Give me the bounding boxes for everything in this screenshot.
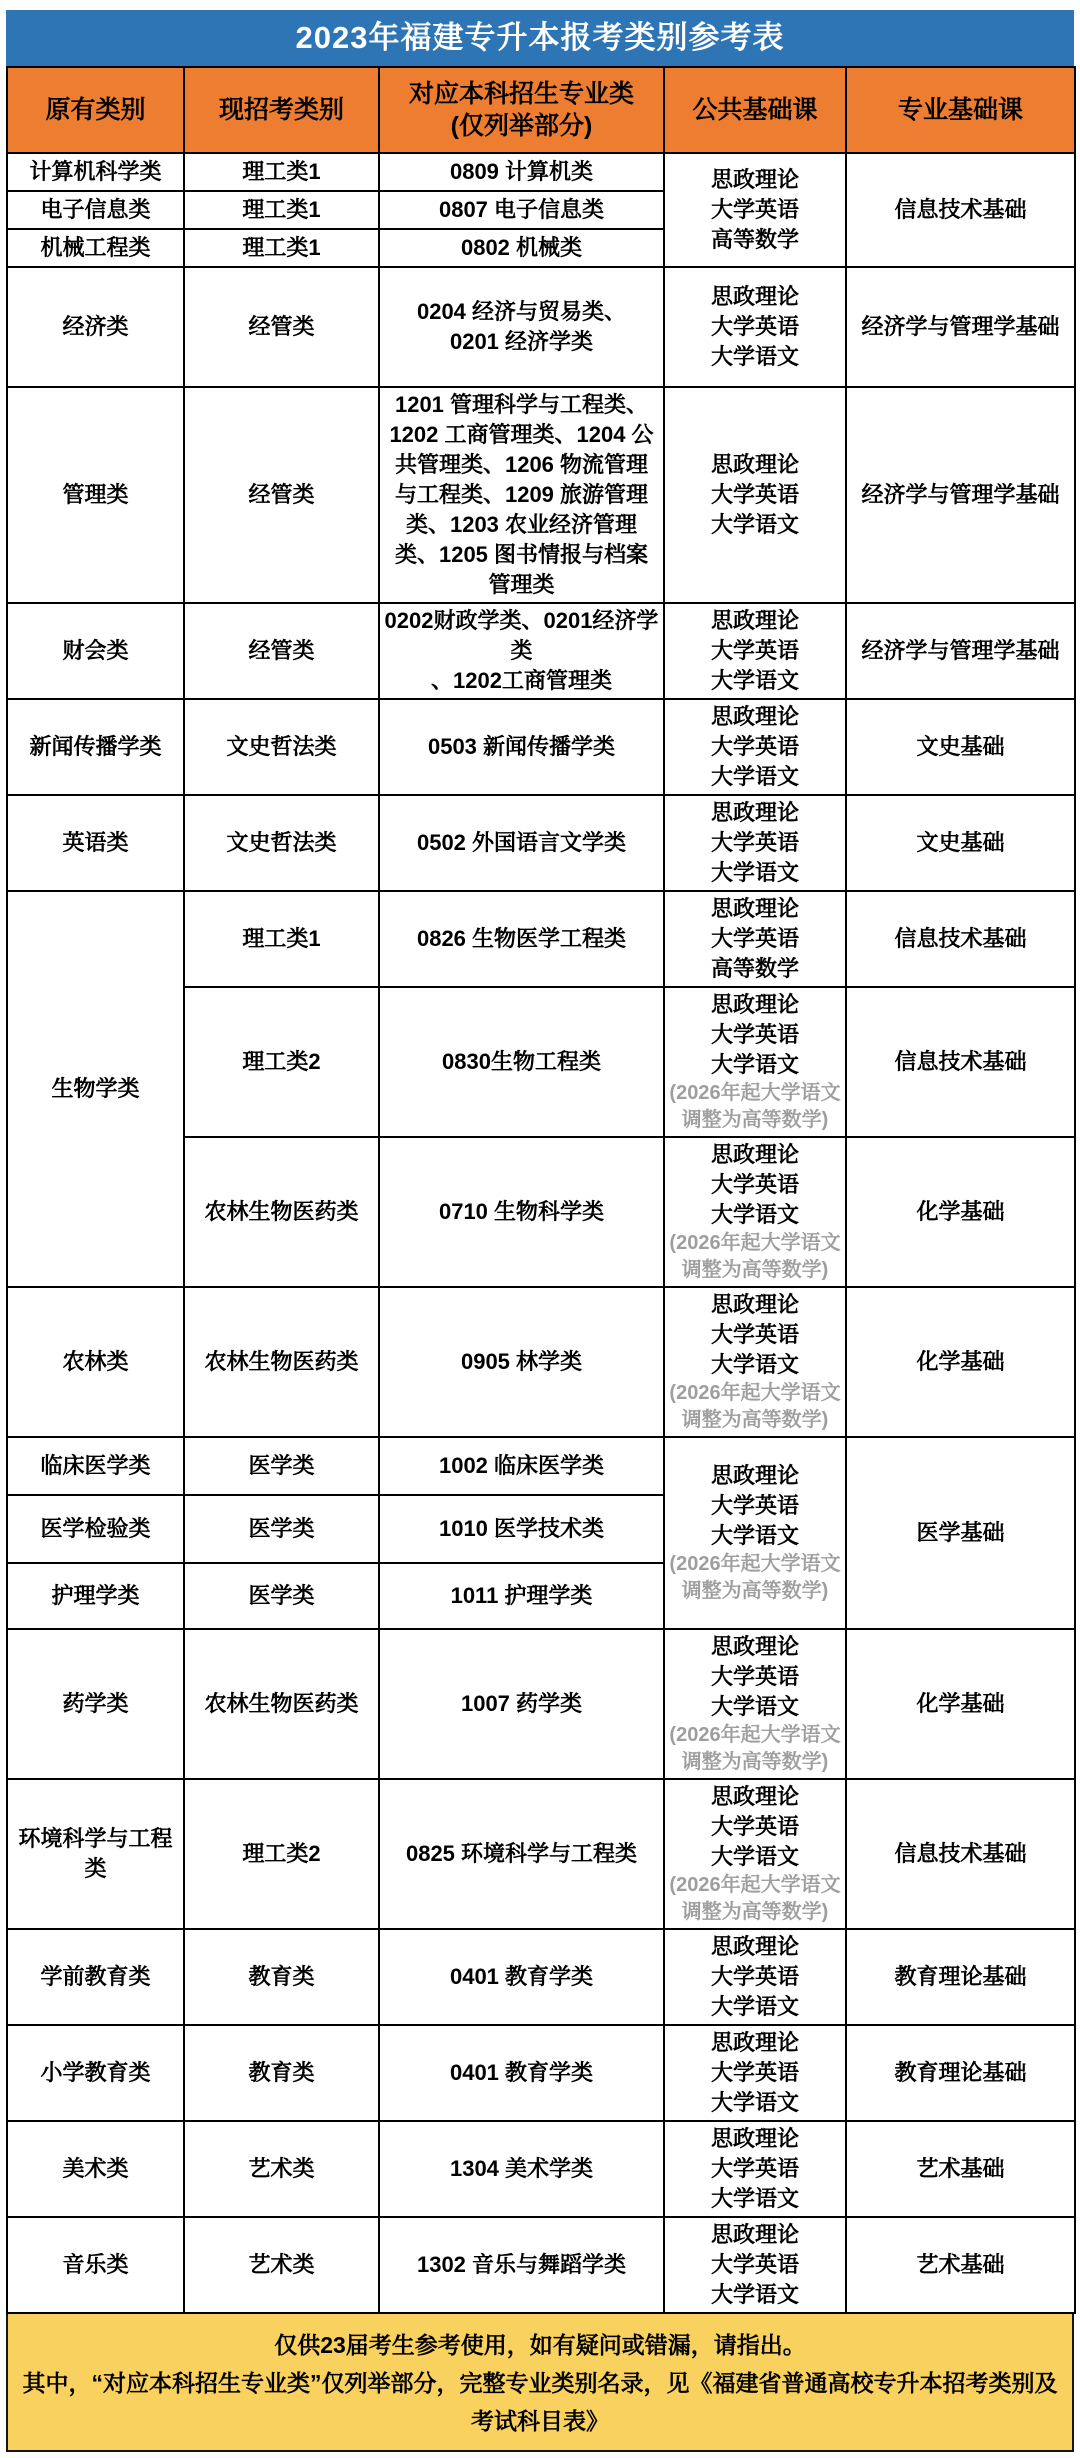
original-category-cell: 英语类 xyxy=(7,795,184,891)
original-category-cell: 环境科学与工程类 xyxy=(7,1779,184,1929)
majors-cell: 0503 新闻传播学类 xyxy=(379,699,664,795)
course-line: 大学英语 xyxy=(710,2156,799,2181)
current-category-cell: 医学类 xyxy=(184,1437,379,1495)
course-line: 思政理论 xyxy=(710,1784,799,1809)
table-row xyxy=(7,1629,1075,1779)
course-line: 思政理论 xyxy=(710,284,799,309)
header-current-category: 现招考类别 xyxy=(184,67,379,153)
professional-course-cell: 化学基础 xyxy=(846,1137,1075,1287)
course-change-note: (2026年起大学语文 xyxy=(669,1232,841,1254)
table-row xyxy=(7,1929,1075,2025)
majors-cell: 1302 音乐与舞蹈学类 xyxy=(379,2217,664,2313)
footer-line1: 仅供23届考生参考使用，如有疑问或错漏，请指出。 xyxy=(274,2332,806,2358)
original-category-cell: 财会类 xyxy=(7,603,184,699)
course-change-note: 调整为高等数学) xyxy=(681,1580,829,1602)
original-category-cell: 新闻传播学类 xyxy=(7,699,184,795)
professional-course-cell: 经济学与管理学基础 xyxy=(846,387,1075,603)
course-line: 大学英语 xyxy=(710,926,799,951)
public-courses-cell xyxy=(664,387,846,603)
table-row xyxy=(7,2217,1075,2313)
course-change-note: (2026年起大学语文 xyxy=(669,1382,841,1404)
professional-course-cell: 化学基础 xyxy=(846,1629,1075,1779)
public-courses-cell xyxy=(664,153,846,267)
public-courses-cell xyxy=(664,1629,846,1779)
footer-note xyxy=(6,2314,1074,2452)
professional-course-cell: 教育理论基础 xyxy=(846,1929,1075,2025)
public-courses-cell xyxy=(664,1779,846,1929)
current-category-cell: 艺术类 xyxy=(184,2121,379,2217)
course-line: 大学语文 xyxy=(710,1052,799,1077)
course-change-note: (2026年起大学语文 xyxy=(669,1082,841,1104)
majors-cell: 0401 教育学类 xyxy=(379,1929,664,2025)
table-row xyxy=(7,1779,1075,1929)
majors-cell xyxy=(379,603,664,699)
header-majors-line1: 对应本科招生专业类 xyxy=(408,80,634,108)
course-line: 思政理论 xyxy=(710,167,799,192)
public-courses-cell xyxy=(664,1929,846,2025)
course-line: 大学语文 xyxy=(710,2282,799,2307)
majors-cell: 1011 护理学类 xyxy=(379,1563,664,1629)
majors-line: 0204 经济与贸易类、 xyxy=(416,299,627,324)
professional-course-cell: 化学基础 xyxy=(846,1287,1075,1437)
course-line: 思政理论 xyxy=(710,704,799,729)
course-change-note: 调整为高等数学) xyxy=(681,1751,829,1773)
majors-cell: 0826 生物医学工程类 xyxy=(379,891,664,987)
majors-cell: 0830生物工程类 xyxy=(379,987,664,1137)
majors-cell: 0825 环境科学与工程类 xyxy=(379,1779,664,1929)
course-line: 大学语文 xyxy=(710,1202,799,1227)
original-category-cell: 医学检验类 xyxy=(7,1495,184,1563)
course-line: 大学英语 xyxy=(710,1022,799,1047)
page-title: 2023年福建专升本报考类别参考表 xyxy=(6,10,1074,66)
professional-course-cell: 经济学与管理学基础 xyxy=(846,267,1075,387)
course-line: 大学语文 xyxy=(710,668,799,693)
current-category-cell: 艺术类 xyxy=(184,2217,379,2313)
course-line: 大学语文 xyxy=(710,1523,799,1548)
current-category-cell: 经管类 xyxy=(184,603,379,699)
current-category-cell: 理工类1 xyxy=(184,229,379,267)
professional-course-cell: 艺术基础 xyxy=(846,2121,1075,2217)
course-line: 大学英语 xyxy=(710,1964,799,1989)
header-row xyxy=(7,67,1075,153)
public-courses-cell xyxy=(664,891,846,987)
table-row xyxy=(7,2121,1075,2217)
professional-course-cell: 教育理论基础 xyxy=(846,2025,1075,2121)
current-category-cell: 农林生物医药类 xyxy=(184,1629,379,1779)
majors-cell: 0401 教育学类 xyxy=(379,2025,664,2121)
majors-cell: 1007 药学类 xyxy=(379,1629,664,1779)
course-line: 思政理论 xyxy=(710,1934,799,1959)
table-row xyxy=(7,387,1075,603)
public-courses-cell xyxy=(664,699,846,795)
majors-cell: 0807 电子信息类 xyxy=(379,191,664,229)
course-change-note: (2026年起大学语文 xyxy=(669,1553,841,1575)
course-change-note: 调整为高等数学) xyxy=(681,1109,829,1131)
table-row xyxy=(7,267,1075,387)
table-row xyxy=(7,795,1075,891)
current-category-cell: 文史哲法类 xyxy=(184,699,379,795)
header-original-category: 原有类别 xyxy=(7,67,184,153)
table-row xyxy=(7,153,1075,191)
current-category-cell: 理工类1 xyxy=(184,891,379,987)
original-category-cell: 临床医学类 xyxy=(7,1437,184,1495)
original-category-cell: 经济类 xyxy=(7,267,184,387)
course-line: 大学英语 xyxy=(710,482,799,507)
course-line: 思政理论 xyxy=(710,608,799,633)
course-line: 高等数学 xyxy=(710,956,799,981)
course-line: 大学语文 xyxy=(710,1694,799,1719)
professional-course-cell: 医学基础 xyxy=(846,1437,1075,1629)
original-category-cell: 电子信息类 xyxy=(7,191,184,229)
public-courses-cell xyxy=(664,2121,846,2217)
category-table xyxy=(6,66,1076,2314)
current-category-cell: 理工类2 xyxy=(184,1779,379,1929)
original-category-cell: 学前教育类 xyxy=(7,1929,184,2025)
course-line: 大学语文 xyxy=(710,764,799,789)
course-line: 大学语文 xyxy=(710,1994,799,2019)
professional-course-cell: 文史基础 xyxy=(846,795,1075,891)
original-category-cell: 管理类 xyxy=(7,387,184,603)
current-category-cell: 理工类1 xyxy=(184,153,379,191)
table-row xyxy=(7,699,1075,795)
course-line: 大学语文 xyxy=(710,344,799,369)
table-row xyxy=(7,2025,1075,2121)
course-change-note: (2026年起大学语文 xyxy=(669,1724,841,1746)
course-line: 高等数学 xyxy=(710,227,799,252)
course-line: 思政理论 xyxy=(710,1292,799,1317)
table-row xyxy=(7,1437,1075,1495)
course-line: 大学语文 xyxy=(710,860,799,885)
current-category-cell: 经管类 xyxy=(184,387,379,603)
public-courses-cell xyxy=(664,1287,846,1437)
majors-line: 0201 经济学类 xyxy=(449,329,594,354)
public-courses-cell xyxy=(664,795,846,891)
public-courses-cell xyxy=(664,2025,846,2121)
course-line: 大学英语 xyxy=(710,638,799,663)
current-category-cell: 医学类 xyxy=(184,1495,379,1563)
table-row xyxy=(7,891,1075,987)
table-row xyxy=(7,603,1075,699)
course-line: 思政理论 xyxy=(710,1634,799,1659)
course-line: 大学英语 xyxy=(710,314,799,339)
course-line: 大学语文 xyxy=(710,512,799,537)
course-line: 大学语文 xyxy=(710,1352,799,1377)
original-category-cell: 药学类 xyxy=(7,1629,184,1779)
course-line: 思政理论 xyxy=(710,2030,799,2055)
current-category-cell: 理工类1 xyxy=(184,191,379,229)
professional-course-cell: 信息技术基础 xyxy=(846,891,1075,987)
course-line: 大学语文 xyxy=(710,1844,799,1869)
majors-cell: 1002 临床医学类 xyxy=(379,1437,664,1495)
majors-cell xyxy=(379,267,664,387)
majors-cell: 1304 美术学类 xyxy=(379,2121,664,2217)
public-courses-cell xyxy=(664,267,846,387)
current-category-cell: 农林生物医药类 xyxy=(184,1137,379,1287)
majors-cell: 1010 医学技术类 xyxy=(379,1495,664,1563)
public-courses-cell xyxy=(664,2217,846,2313)
course-line: 思政理论 xyxy=(710,452,799,477)
course-change-note: 调整为高等数学) xyxy=(681,1409,829,1431)
professional-course-cell: 经济学与管理学基础 xyxy=(846,603,1075,699)
public-courses-cell xyxy=(664,1437,846,1629)
course-line: 大学英语 xyxy=(710,1814,799,1839)
course-line: 大学英语 xyxy=(710,830,799,855)
header-majors xyxy=(379,67,664,153)
current-category-cell: 医学类 xyxy=(184,1563,379,1629)
current-category-cell: 农林生物医药类 xyxy=(184,1287,379,1437)
course-line: 大学语文 xyxy=(710,2186,799,2211)
course-change-note: 调整为高等数学) xyxy=(681,1901,829,1923)
course-line: 大学英语 xyxy=(710,734,799,759)
table-row xyxy=(7,1287,1075,1437)
header-majors-line2: (仅列举部分) xyxy=(450,112,593,140)
course-line: 思政理论 xyxy=(710,800,799,825)
current-category-cell: 教育类 xyxy=(184,2025,379,2121)
header-public-courses: 公共基础课 xyxy=(664,67,846,153)
original-category-cell: 生物学类 xyxy=(7,891,184,1287)
course-line: 大学英语 xyxy=(710,2060,799,2085)
course-line: 思政理论 xyxy=(710,896,799,921)
current-category-cell: 文史哲法类 xyxy=(184,795,379,891)
course-line: 大学语文 xyxy=(710,2090,799,2115)
majors-line: 、1202工商管理类 xyxy=(431,668,612,693)
public-courses-cell xyxy=(664,987,846,1137)
course-line: 大学英语 xyxy=(710,197,799,222)
original-category-cell: 计算机科学类 xyxy=(7,153,184,191)
majors-cell: 0502 外国语言文学类 xyxy=(379,795,664,891)
original-category-cell: 护理学类 xyxy=(7,1563,184,1629)
course-line: 大学英语 xyxy=(710,1172,799,1197)
professional-course-cell: 信息技术基础 xyxy=(846,153,1075,267)
course-line: 思政理论 xyxy=(710,2222,799,2247)
course-line: 大学英语 xyxy=(710,1322,799,1347)
majors-cell: 0905 林学类 xyxy=(379,1287,664,1437)
original-category-cell: 小学教育类 xyxy=(7,2025,184,2121)
professional-course-cell: 信息技术基础 xyxy=(846,1779,1075,1929)
majors-cell: 1201 管理科学与工程类、1202 工商管理类、1204 公共管理类、1206 物流管理与工程类、1209 旅游管理类、1203 农业经济管理类、1205 图书情报与档案管理类 xyxy=(379,387,664,603)
course-change-note: (2026年起大学语文 xyxy=(669,1874,841,1896)
course-line: 大学英语 xyxy=(710,1664,799,1689)
majors-line: 0202财政学类、0201经济学类 xyxy=(384,608,659,663)
majors-cell: 0809 计算机类 xyxy=(379,153,664,191)
course-line: 思政理论 xyxy=(710,1142,799,1167)
majors-cell: 0802 机械类 xyxy=(379,229,664,267)
original-category-cell: 音乐类 xyxy=(7,2217,184,2313)
course-line: 大学英语 xyxy=(710,2252,799,2277)
majors-cell: 0710 生物科学类 xyxy=(379,1137,664,1287)
professional-course-cell: 文史基础 xyxy=(846,699,1075,795)
header-professional-course: 专业基础课 xyxy=(846,67,1075,153)
course-line: 思政理论 xyxy=(710,992,799,1017)
course-line: 大学英语 xyxy=(710,1493,799,1518)
original-category-cell: 农林类 xyxy=(7,1287,184,1437)
public-courses-cell xyxy=(664,603,846,699)
professional-course-cell: 信息技术基础 xyxy=(846,987,1075,1137)
footer-line2: 其中，“对应本科招生专业类”仅列举部分，完整专业类别名录，见《福建省普通高校专升本招考类别及考试科目表》 xyxy=(22,2370,1058,2434)
current-category-cell: 教育类 xyxy=(184,1929,379,2025)
current-category-cell: 经管类 xyxy=(184,267,379,387)
public-courses-cell xyxy=(664,1137,846,1287)
course-change-note: 调整为高等数学) xyxy=(681,1259,829,1281)
original-category-cell: 机械工程类 xyxy=(7,229,184,267)
current-category-cell: 理工类2 xyxy=(184,987,379,1137)
professional-course-cell: 艺术基础 xyxy=(846,2217,1075,2313)
course-line: 思政理论 xyxy=(710,1463,799,1488)
original-category-cell: 美术类 xyxy=(7,2121,184,2217)
course-line: 思政理论 xyxy=(710,2126,799,2151)
